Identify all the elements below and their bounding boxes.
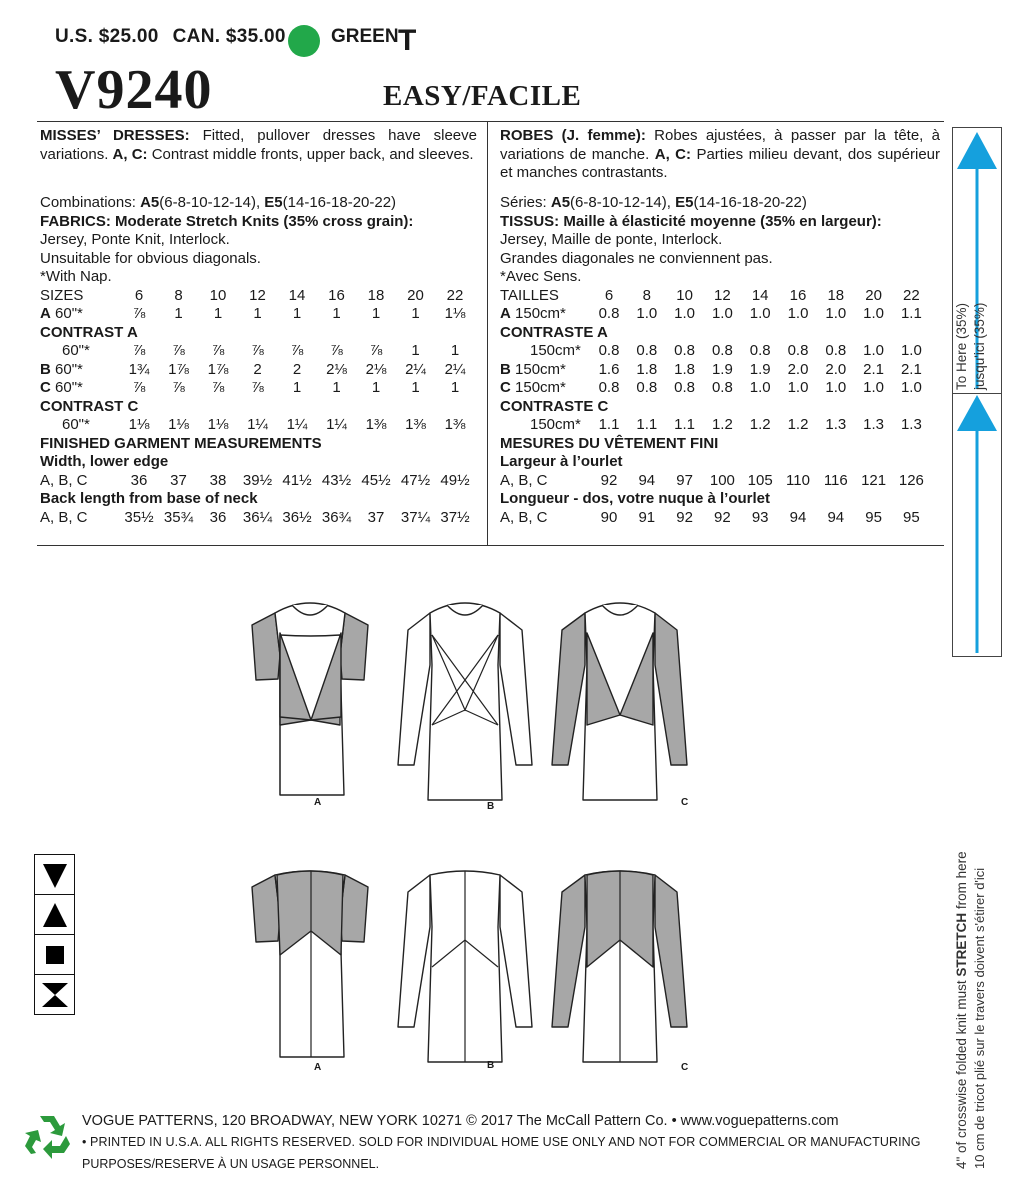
table-cell: ⅞: [369, 342, 383, 359]
table-cell: 10: [676, 286, 693, 304]
category-letter: T: [398, 24, 417, 57]
table-cell: 1.1: [636, 416, 658, 433]
row-c: [500, 379, 940, 398]
back-length-row: [500, 509, 940, 528]
figure-front-c: [552, 603, 687, 800]
table-cell: 6: [604, 286, 614, 304]
figure-back-b: [398, 871, 532, 1062]
table-cell: 1.6: [598, 360, 620, 378]
table-cell: 1¾: [128, 360, 150, 378]
nap-note-en: *With Nap.: [40, 268, 112, 285]
row-label: A 150cm*: [500, 305, 566, 322]
triangle-down-icon: [34, 854, 75, 895]
table-cell: 10: [209, 286, 227, 304]
contrast-a-heading: [500, 324, 940, 343]
table-cell: ⅞: [211, 342, 225, 359]
footer-rights-fr: PURPOSES/RESERVE À UN USAGE PERSONNEL.: [82, 1157, 380, 1171]
color-dot: [288, 25, 320, 57]
table-cell: 2: [292, 360, 302, 378]
table-cell: 1.0: [787, 379, 809, 396]
price-line: [55, 26, 300, 48]
table-cell: 1.2: [749, 416, 771, 433]
finished-heading: [40, 435, 477, 454]
yardage-table-fr: [500, 287, 940, 528]
table-cell: 1.0: [900, 379, 922, 396]
table-cell: 1: [174, 305, 183, 322]
table-cell: 1.2: [787, 416, 809, 433]
table-cell: 1.1: [900, 305, 922, 322]
table-cell: 0.8: [636, 379, 658, 396]
table-cell: ⅞: [251, 379, 264, 396]
figure-label-front-a: A: [314, 797, 322, 808]
table-cell: 36¾: [321, 508, 352, 526]
row-label: 60"*: [62, 416, 90, 433]
table-cell: 93: [751, 508, 769, 526]
row-label: C 150cm*: [500, 379, 566, 396]
table-cell: 121: [861, 471, 887, 489]
table-cell: 14: [288, 286, 306, 304]
table-cell: 39½: [242, 471, 273, 489]
table-cell: 8: [174, 286, 183, 304]
table-cell: 2: [253, 360, 262, 378]
table-cell: 2.0: [825, 360, 847, 378]
back-length-heading: [500, 490, 940, 509]
nap-note-fr: *Avec Sens.: [500, 268, 582, 285]
table-cell: 1⅜: [405, 416, 426, 433]
back-length-row: [40, 509, 477, 528]
arrow-up-icon: [957, 132, 997, 169]
table-cell: 12: [714, 286, 731, 304]
table-cell: 94: [638, 471, 656, 489]
table-cell: 126: [898, 471, 924, 489]
table-cell: ⅞: [251, 342, 264, 359]
sizes-row: [40, 287, 477, 306]
row-label: CONTRAST A: [40, 323, 138, 341]
table-cell: ⅞: [172, 342, 185, 359]
gauge-arrows: [952, 127, 1002, 657]
table-cell: 22: [903, 286, 920, 304]
table-cell: 0.8: [711, 342, 733, 359]
unsuitable-fr: Grandes diagonales ne conviennent pas.: [500, 249, 773, 267]
fabrics-heading-en: FABRICS: Moderate Stretch Knits (35% cross grain):: [40, 212, 414, 230]
price-can: CAN. $35.00: [172, 26, 286, 47]
table-cell: 1.3: [900, 416, 922, 433]
table-cell: ⅞: [172, 379, 185, 396]
table-cell: 2⅛: [326, 360, 347, 378]
table-cell: 1.0: [711, 305, 733, 322]
sizes-row: [500, 287, 940, 306]
figure-back-c: [552, 871, 687, 1062]
figure-label-front-b: B: [487, 801, 495, 812]
row-label: Longueur - dos, votre nuque à l’ourlet: [500, 490, 771, 507]
row-a: [40, 305, 477, 324]
table-cell: 12: [249, 286, 266, 304]
row-label: A, B, C: [40, 508, 88, 526]
row-label: 150cm*: [530, 342, 581, 359]
table-cell: 1: [292, 379, 302, 396]
row-label: CONTRAST C: [40, 397, 139, 415]
color-word: GREEN: [331, 26, 399, 47]
to-here-label: To Here (35%): [954, 302, 969, 390]
table-cell: 8: [642, 286, 651, 304]
row-contrast-c: [500, 416, 940, 435]
fabric-types-fr: Jersey, Maille de ponte, Interlock.: [500, 231, 723, 248]
row-label: CONTRASTE A: [500, 323, 608, 341]
table-cell: 1: [450, 379, 460, 396]
square-icon: [34, 934, 75, 975]
back-length-heading: [40, 490, 477, 509]
contrast-c-heading: [40, 398, 477, 417]
table-cell: 1¼: [286, 416, 308, 433]
table-cell: 0.8: [598, 305, 620, 322]
table-cell: 94: [827, 508, 845, 526]
table-cell: 2.0: [787, 360, 809, 378]
table-cell: 1.9: [711, 360, 733, 378]
row-label: A, B, C: [500, 508, 548, 526]
row-label: A, B, C: [500, 471, 548, 489]
unsuitable-en: Unsuitable for obvious diagonals.: [40, 249, 261, 267]
figure-back-a: [252, 871, 368, 1057]
jusquici-label: jusqu'ici (35%): [972, 302, 987, 390]
table-cell: 95: [903, 508, 920, 526]
table-cell: 1.0: [825, 305, 847, 322]
table-cell: 36½: [282, 508, 312, 526]
table-cell: 1: [411, 379, 420, 396]
table-cell: 116: [823, 471, 848, 489]
table-cell: 1: [371, 305, 381, 322]
top-rule: [37, 121, 944, 122]
row-a: [500, 305, 940, 324]
table-cell: 1⅛: [207, 416, 229, 433]
table-cell: 43½: [321, 471, 352, 489]
table-cell: 1.0: [674, 305, 696, 322]
row-label: A, B, C: [40, 471, 88, 489]
fabrics-heading-fr: TISSUS: Maille à élasticité moyenne (35% en largeur):: [500, 212, 882, 230]
table-cell: 1.8: [636, 360, 658, 378]
table-cell: 1.0: [749, 379, 771, 396]
row-label: SIZES: [40, 286, 84, 304]
english-column: [40, 127, 477, 527]
figure-front-b: [398, 603, 532, 800]
row-label: B 60"*: [40, 360, 83, 378]
table-cell: 0.8: [636, 342, 658, 359]
combinations-en: Combinations: A5(6-8-10-12-14), E5(14-16-18-20-22): [40, 194, 397, 211]
table-cell: 95: [865, 508, 882, 526]
table-cell: 20: [407, 286, 424, 304]
row-label: C 60"*: [40, 379, 83, 396]
table-cell: 1⅛: [444, 305, 466, 322]
figure-front-a: [252, 603, 368, 795]
table-cell: 1: [411, 305, 420, 322]
table-cell: 1.0: [787, 305, 809, 322]
table-cell: 0.8: [674, 342, 696, 359]
table-cell: 1: [411, 342, 420, 359]
table-cell: 1¼: [326, 416, 347, 433]
table-cell: 18: [367, 286, 385, 304]
table-cell: 1: [332, 305, 341, 322]
notch-symbol-key: [34, 854, 75, 1014]
row-label: Width, lower edge: [40, 453, 169, 470]
table-cell: 0.8: [787, 342, 809, 359]
fabric-types-en: Jersey, Ponte Knit, Interlock.: [40, 231, 230, 248]
table-cell: 1¼: [247, 416, 268, 433]
table-cell: 47½: [400, 471, 431, 489]
series-fr: Séries: A5(6-8-10-12-14), E5(14-16-18-20-22): [500, 194, 807, 211]
table-cell: 36: [130, 471, 148, 489]
table-cell: 37: [367, 508, 385, 526]
width-heading: [500, 453, 940, 472]
width-heading: [40, 453, 477, 472]
table-cell: 1.0: [825, 379, 847, 396]
table-cell: 36¼: [242, 508, 273, 526]
table-cell: 14: [751, 286, 769, 304]
table-cell: 0.8: [598, 379, 620, 396]
table-cell: 100: [709, 471, 735, 489]
arrow-up-icon: [957, 395, 997, 431]
width-row: [500, 472, 940, 491]
table-cell: 1.3: [863, 416, 885, 433]
table-cell: 1.0: [900, 342, 922, 359]
figure-label-back-c: C: [681, 1062, 689, 1073]
table-cell: 2¼: [405, 360, 426, 378]
table-cell: 2¼: [444, 360, 466, 378]
french-column: [500, 127, 940, 527]
table-cell: 45½: [361, 471, 391, 489]
row-label: TAILLES: [500, 286, 559, 304]
table-cell: 35½: [124, 508, 154, 526]
footer-rights: • PRINTED IN U.S.A. ALL RIGHTS RESERVED. SOLD FOR INDIVIDUAL HOME USE ONLY AND NOT FOR COMMERCIAL OR MANUFACTURING: [82, 1135, 921, 1149]
table-cell: ⅞: [330, 342, 343, 359]
stretch-gauge: [952, 127, 1002, 1177]
table-cell: 94: [789, 508, 807, 526]
stretch-instruction-fr: 10 cm de tricot plié sur le travers doivent s'étirer d'ici: [972, 867, 987, 1169]
figure-label-back-a: A: [314, 1062, 322, 1073]
contrast-c-heading: [500, 398, 940, 417]
column-divider: [487, 121, 488, 546]
triangle-up-icon: [34, 894, 75, 935]
row-label: MESURES DU VÊTEMENT FINI: [500, 434, 719, 452]
row-c: [40, 379, 477, 398]
row-label: A 60"*: [40, 305, 83, 322]
stretch-instruction-en: 4" of crosswise folded knit must STRETCH from here: [954, 851, 969, 1169]
table-cell: ⅞: [132, 379, 146, 396]
row-label: Back length from base of neck: [40, 490, 258, 507]
difficulty-label: EASY/FACILE: [383, 80, 582, 112]
table-cell: 36: [209, 508, 227, 526]
table-cell: 37¼: [400, 508, 431, 526]
table-cell: 35¾: [163, 508, 194, 526]
table-cell: 105: [747, 471, 773, 489]
description-en: MISSES’ DRESSES: Fitted, pullover dresses have sleeve variations. A, C: Contrast middle fronts, upper back, and sleeves.: [40, 127, 477, 163]
table-cell: 0.8: [598, 342, 620, 359]
row-label: Largeur à l’ourlet: [500, 453, 623, 470]
table-cell: 1.8: [674, 360, 696, 378]
table-cell: 16: [328, 286, 345, 304]
recycle-icon: [22, 1112, 72, 1160]
table-cell: 2.1: [863, 360, 885, 378]
table-cell: 0.8: [749, 342, 771, 359]
footer-company: VOGUE PATTERNS, 120 BROADWAY, NEW YORK 10271 © 2017 The McCall Pattern Co. • www.voguepatterns.com: [82, 1113, 839, 1129]
table-cell: 16: [789, 286, 807, 304]
table-cell: 1.3: [825, 416, 847, 433]
table-cell: 92: [600, 471, 618, 489]
table-cell: 0.8: [674, 379, 696, 396]
table-cell: 18: [827, 286, 845, 304]
table-cell: 2.1: [900, 360, 922, 378]
contrast-a-heading: [40, 324, 477, 343]
table-cell: 91: [638, 508, 656, 526]
table-cell: ⅞: [211, 379, 225, 396]
table-cell: 2⅛: [365, 360, 387, 378]
table-cell: 1.0: [749, 305, 771, 322]
table-cell: 1.1: [598, 416, 620, 433]
table-cell: 1⅞: [207, 360, 229, 378]
row-contrast-a: [40, 342, 477, 361]
table-cell: 1: [292, 305, 302, 322]
table-cell: 1: [450, 342, 460, 359]
table-cell: 41½: [282, 471, 312, 489]
pattern-number: V9240: [55, 59, 213, 121]
table-cell: 90: [600, 508, 618, 526]
table-cell: 0.8: [711, 379, 733, 396]
garment-illustrations: [240, 575, 720, 1105]
row-label: 150cm*: [530, 416, 581, 433]
table-cell: 92: [676, 508, 693, 526]
table-cell: 1: [332, 379, 341, 396]
table-cell: 1⅛: [128, 416, 150, 433]
row-label: CONTRASTE C: [500, 397, 609, 415]
table-cell: 20: [865, 286, 882, 304]
table-cell: 0.8: [825, 342, 847, 359]
price-us: U.S. $25.00: [55, 26, 159, 47]
table-cell: 38: [209, 471, 227, 489]
row-label: 60"*: [62, 342, 90, 359]
hourglass-icon: [34, 974, 75, 1015]
table-cell: 92: [714, 508, 731, 526]
table-cell: 1.9: [749, 360, 771, 378]
table-cell: 97: [676, 471, 693, 489]
row-contrast-a: [500, 342, 940, 361]
table-cell: 110: [786, 471, 810, 489]
table-cell: 1⅛: [168, 416, 189, 433]
table-cell: 6: [134, 286, 144, 304]
table-cell: 1⅞: [168, 360, 189, 378]
yardage-table-en: [40, 287, 477, 528]
table-cell: ⅞: [132, 305, 146, 322]
table-cell: 1⅜: [365, 416, 387, 433]
width-row: [40, 472, 477, 491]
table-cell: 1.2: [711, 416, 733, 433]
table-cell: 1⅜: [444, 416, 466, 433]
table-cell: 1: [213, 305, 223, 322]
row-b: [500, 361, 940, 380]
row-label: FINISHED GARMENT MEASUREMENTS: [40, 434, 322, 452]
table-cell: 37½: [440, 508, 470, 526]
bottom-rule: [37, 545, 944, 546]
row-b: [40, 361, 477, 380]
row-contrast-c: [40, 416, 477, 435]
table-cell: 1.0: [863, 305, 885, 322]
table-cell: 1.1: [674, 416, 696, 433]
table-cell: 1.0: [636, 305, 658, 322]
finished-heading: [500, 435, 940, 454]
figure-label-front-c: C: [681, 797, 689, 808]
table-cell: 49½: [440, 471, 470, 489]
table-cell: ⅞: [290, 342, 304, 359]
table-cell: 1: [253, 305, 262, 322]
row-label: B 150cm*: [500, 360, 566, 378]
figure-label-back-b: B: [487, 1060, 495, 1071]
table-cell: 1.0: [863, 379, 885, 396]
table-cell: 37: [170, 471, 187, 489]
description-fr: ROBES (J. femme): Robes ajustées, à passer par la tête, à variations de manche. A, C: Parties milieu devant, dos supérieur et manches contrastants.: [500, 127, 941, 181]
table-cell: 22: [446, 286, 464, 304]
table-cell: 1: [371, 379, 381, 396]
table-cell: 1.0: [863, 342, 885, 359]
table-cell: ⅞: [132, 342, 146, 359]
